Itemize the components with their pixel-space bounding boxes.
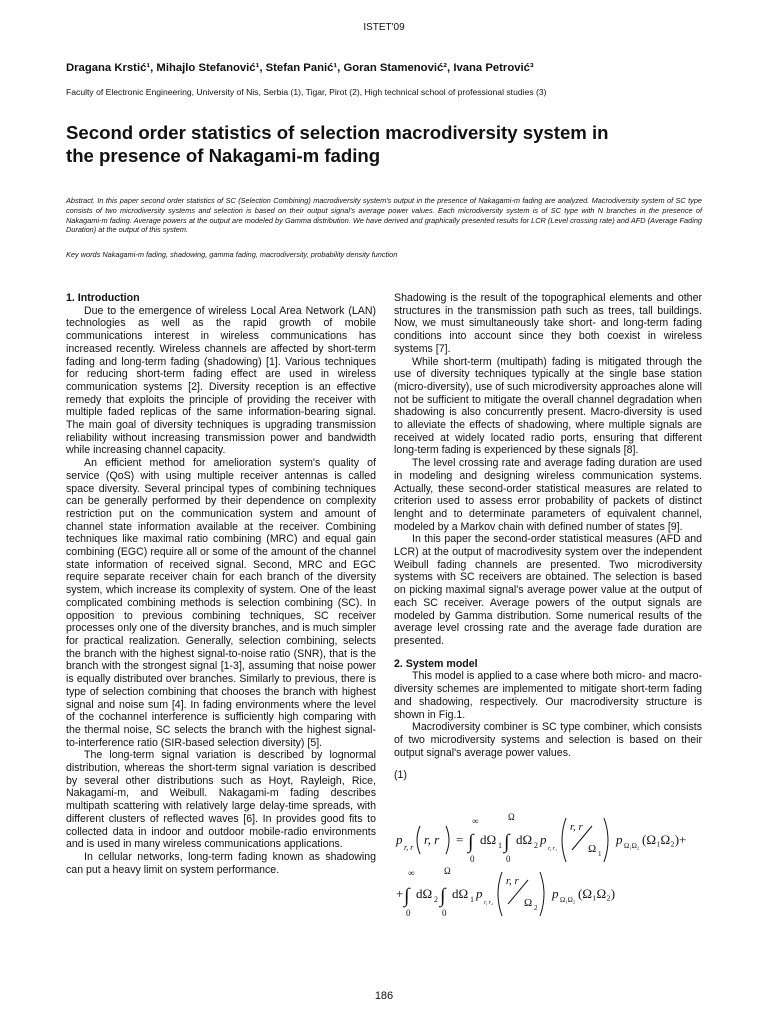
author-list: Dragana Krstić¹, Mihajlo Stefanović¹, Stefan Panić¹, Goran Stamenović², Ivana Petrović³ [66,62,534,74]
svg-text:Ω: Ω [588,843,597,855]
keywords: Key words Nakagami-m fading, shadowing, gamma fading, macrodiversity, probability density function [66,250,398,259]
paragraph: In this paper the second-order statistical measures (AFD and LCR) at the output of macrodivesity system over the independent Weibull fading channels are presented. Two microdiversity systems with SC receivers are obtained. The selection is based on picking maximal signal's average power value at the output of each SC receiver. Average powers of the output signals are modeled by Gamma distribution. Some numerical results of the average level crossing rate and the average fade duration are presented. [394,533,702,647]
svg-text:0: 0 [506,854,511,864]
affiliation: Faculty of Electronic Engineering, University of Nis, Serbia (1), Tigar, Pirot (2), High technical school of professional studies (3) [66,87,547,97]
section-heading-system-model: 2. System model [394,657,478,670]
paper-title [66,121,716,167]
svg-text:r, r₁: r, r₁ [548,846,558,852]
paragraph: The level crossing rate and average fading duration are used in modeling and designing wireless communication systems. Actually, these second-order statistical measures are related to criterion used to assess error probability of packets of distinct lenght and to determinate parameters of equivalent channel, modeled by a Markov chain with defined number of states [9]. [394,457,702,533]
svg-text:dΩ: dΩ [416,886,433,901]
page-number: 186 [374,990,394,1002]
svg-text:Ω: Ω [444,866,451,876]
paragraph: In cellular networks, long-term fading known as shadowing can put a heavy limit on system performance. [66,850,376,876]
paragraph: While short-term (multipath) fading is mitigated through the use of diversity techniques typically at the single base station (micro-diversity), use of such microdiversity approaches alone will not be sufficient to mitigate the overall channel degradation when shadowing is also concurrently present. Macro-diversity is used to alleviate the effects of shadowing, where multiple signals are received at widely located radio ports, ensuring that different long-term fading is experienced by these signals [8]. [394,355,702,457]
svg-text:p: p [476,886,483,901]
svg-text:=: = [456,832,464,847]
svg-text:0: 0 [406,908,411,918]
svg-text:1: 1 [470,895,474,904]
abstract: Abstract. In this paper second order statistics of SC (Selection Combining) macrodiversity system's output in the presence of Nakagami-m fading are analyzed. Macrodiversity system of SC type consists of two microdiversity systems and selection is based on their output signal's average power values. Each microdiversity system is of SC type with N branches in the presence of Nakagami-m fading. Average powers at the output are modeled by Gamma distribution. We have derived and graphically presented results for LCR (Level crossing rate) and AFD (Average Fading Duration) at the output of this system. [66,196,702,235]
svg-text:∫: ∫ [404,885,410,907]
paragraph: The long-term signal variation is described by lognormal distribution, whereas the short-term signal variation is described by several other distributions such as Hoyt, Rayleigh, Rice, Nakagami-m, and Weibull. Nakagami-m fading describes multipath scattering with relatively large delay-time spreads, with different clusters of reflected waves [6]. In provides good fits to collected data in indoor and outdoor mobile-radio environments and is used in many wireless communications applications. [66,749,376,851]
svg-text:+: + [396,886,404,901]
left-column [66,292,376,876]
svg-text:p: p [616,832,623,847]
svg-text:0: 0 [442,908,447,918]
paragraph: Due to the emergence of wireless Local Area Network (LAN) technologies as well as the rapid growth of mobile communications interest in wireless communications has increased recently. Wireless channels are affected by short-term fading and long-term fading (shadowing) [1]. Various techniques for reducing short-term fading effect are used in wireless communication systems [2]. Diversity reception is an effective remedy that exploits the principle of providing the receiver with multiple faded replicas of the same information-bearing signal. The main goal of diversity techniques is upgrading transmission reliability without increasing transmission power and bandwidth while increasing channel capacity. [66,304,376,457]
svg-text:Ω₁Ω₂: Ω₁Ω₂ [624,842,640,850]
svg-text:∫: ∫ [468,831,474,853]
svg-text:dΩ: dΩ [516,832,533,847]
title-line-1: Second order statistics of selection macrodiversity system in [66,122,609,143]
svg-text:r, r: r, r [424,832,440,847]
svg-text:2: 2 [534,841,538,850]
svg-text:(Ω₁Ω₂): (Ω₁Ω₂) [578,886,616,901]
paragraph: Shadowing is the result of the topographical elements and other structures in the transmission path such as trees, tall buildings. Now, we must simultaneously take short- and long-term fading conditions into account since they both coexist in wireless systems [7]. [394,292,702,355]
svg-text:r, r: r, r [404,843,414,852]
svg-text:r, r: r, r [506,875,519,887]
paragraph: An efficient method for amelioration system's quality of service (QoS) with using multiple receiver antennas is called space diversity. Several principal types of combining techniques can be generally performed by their dependence on complexity restriction put on the communication system and amount of channel state information available at the receiver. Combining techniques like maximal ratio combining (MRC) and equal gain combining (EGC) require all or some of the amount of the channel state information of received signal. Second, MRC and EGC require separate receiver chain for each branch of the diversity system, which increase its complexity of system. One of the least complicated combining methods is selection combining (SC). In opposition to previous combining techniques, SC receiver processes only one of the diversity branches, and is much simpler for practical realization. Generally, selection combining, selects the branch with the highest signal-to-noise ratio (SNR), that is the branch with the strongest signal [1-3], assuming that noise power is equally distributed over branches. Similarly to previous, there is type of selection combining that chooses the branch with highest signal and noise sum [4]. In fading environments where the level of the cochannel interference is sufficiently high comparing with the thermal noise, SC selects the branch with the highest signal-to-interference ratio (SIR-based selection diversity) [5]. [66,457,376,749]
svg-text:2: 2 [534,904,538,912]
svg-text:Ω₁Ω₂: Ω₁Ω₂ [560,896,576,904]
svg-text:p: p [396,832,403,847]
svg-text:r, r: r, r [570,821,583,833]
svg-text:(Ω₁Ω₂)+: (Ω₁Ω₂)+ [642,832,687,847]
svg-text:dΩ: dΩ [452,886,469,901]
title-line-2: the presence of Nakagami-m fading [66,145,381,166]
svg-text:Ω: Ω [524,897,533,909]
svg-text:2: 2 [434,895,438,904]
svg-text:0: 0 [470,854,475,864]
paragraph: Macrodiversity combiner is SC type combiner, which consists of two microdiversity systems and selection is based on their output signal's average power values. [394,721,702,759]
running-header: ISTET'09 [363,22,405,33]
svg-text:∞: ∞ [472,816,479,826]
paragraph: This model is applied to a case where both micro- and macro-diversity schemes are implemented to mitigate short-term fading and shadowing, respectively. Our macrodiversity structure is shown in Fig.1. [394,670,702,721]
svg-text:1: 1 [598,850,602,858]
svg-text:p: p [540,832,547,847]
svg-text:∫: ∫ [504,831,510,853]
equation-1-figure [394,810,714,920]
svg-text:1: 1 [498,841,502,850]
svg-text:∞: ∞ [408,868,415,878]
svg-text:Ω: Ω [508,812,515,822]
svg-text:dΩ: dΩ [480,832,497,847]
svg-text:∫: ∫ [440,885,446,907]
right-column [394,292,702,782]
section-heading-introduction: 1. Introduction [66,292,140,304]
equation-label: (1) [394,769,407,782]
svg-text:r, r₂: r, r₂ [484,900,494,906]
svg-text:p: p [552,886,559,901]
